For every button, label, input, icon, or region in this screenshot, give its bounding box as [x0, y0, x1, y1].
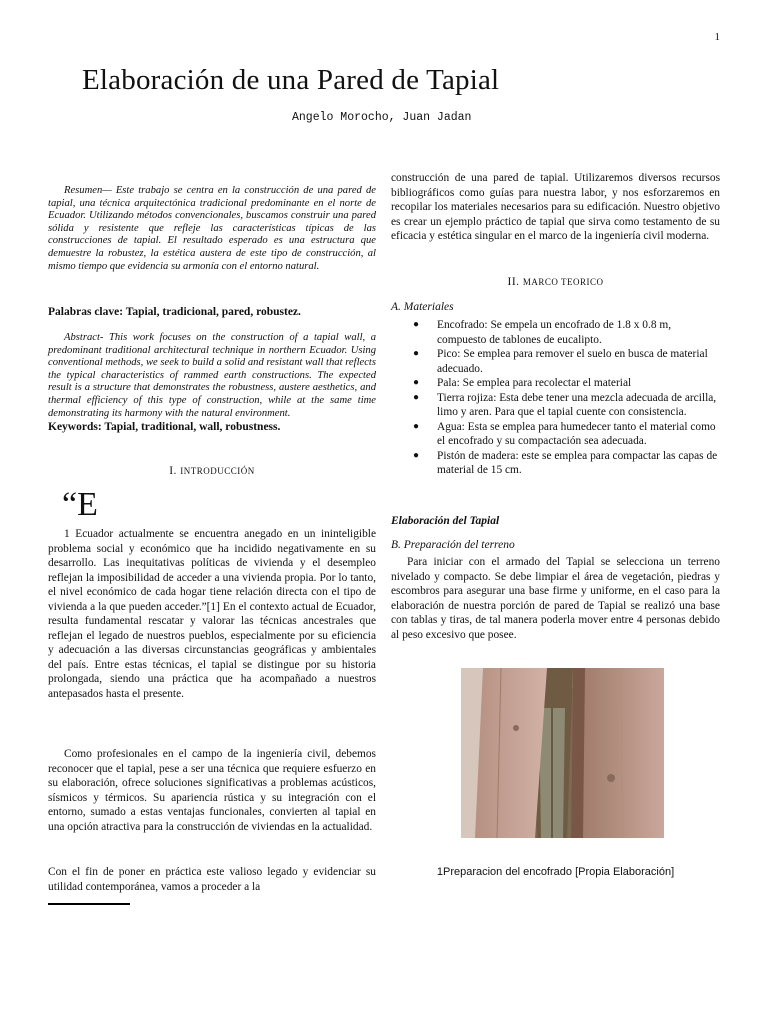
material-item [391, 420, 720, 449]
dropcap-text: “E [62, 486, 98, 523]
intro-para-2 [48, 747, 376, 834]
bullet-icon: ● [413, 377, 420, 388]
intro-para-1-text: 1 Ecuador actualmente se encuentra anegado en un ininteligible problema social y económico que ha incidido negativamente en su desarrollo. Las inequitativas políticas de vivienda y el desempleo reflejan la imposibilidad de acceder a una vivienda propia. Por lo tanto, el nivel económico de cada hogar tiene relación directa con el tipo de vivienda a la que pueden acceder.”[1] En el contexto actual de Ecuador, resulta fundamental rescatar y valorar las técnicas ancestrales que reflejan el legado de nuestros pueblos, especialmente por su eficiencia y adecuación a las diversas circunstancias geográficas y ambientales del país. Entre estas técnicas, el tapial se distingue por su historia prolongada, siendo una práctica que ha acompañado a nuestros antepasados hasta el presente. [48, 528, 376, 700]
footnote-rule [48, 903, 130, 905]
material-item-text: Pistón de madera: este se emplea para compactar las capas de material de 15 cm. [437, 449, 718, 476]
intro-para-2-text: Como profesionales en el campo de la ingeniería civil, debemos reconocer que el tapial, pese a ser una técnica que requiere esfuerzo en su elaboración, ofrece soluciones significativas a problemas acústicos, sísmicos y térmicos. Su apariencia rústica y su integración con el entorno, sumado a estas ventajas funcionales, convierten al tapial en una opción atractiva para la construcción de viviendas en la actualidad. [48, 748, 376, 833]
abstract-en-text: Abstract- This work focuses on the construction of a tapial wall, a predominant traditional architectural technique in northern Ecuador. Using conventional methods, we seek to build a solid and resistant wall that reflects the typical characteristics of rammed earth constructions. The expected result is a structure that demonstrates the robustness, austere aesthetics, and thermal efficiency of this type of construction, while at the same time demonstrating its harmony with the natural environment. [48, 332, 376, 419]
section2-numeral: II. [507, 276, 520, 288]
page-number: 1 [714, 31, 720, 43]
bullet-icon: ● [413, 420, 420, 432]
keywords-es-text: Palabras clave: Tapial, tradicional, pared, robustez. [48, 306, 301, 318]
elaboracion-heading [391, 514, 720, 529]
bullet-icon: ● [413, 449, 420, 461]
abstract-es [48, 185, 376, 273]
formwork-photo-drawing [461, 668, 664, 838]
material-item [391, 376, 720, 391]
section1-numeral: I. [169, 465, 177, 477]
material-item-text: Agua: Esta se emplea para humedecer tanto el material como el encofrado y su compactación sea adecuada. [437, 420, 716, 447]
intro-para-3-continued [391, 171, 720, 244]
elaboracion-title: Elaboración del Tapial [391, 515, 500, 527]
subsection-b-title: B. Preparación del terreno [391, 539, 515, 551]
material-item-text: Pico: Se emplea para remover el suelo en busca de material adecuado. [437, 348, 708, 375]
material-item-text: Encofrado: Se empela un encofrado de 1.8 x 0.8 m, compuesto de tablones de eucalipto. [437, 319, 672, 346]
preparacion-text: Para iniciar con el armado del Tapial se selecciona un terreno nivelado y compacto. Se debe limpiar el área de vegetación, piedras y escombros para asegurar una base firme y uniforme, en el caso para la elaboración de nuestra porción de pared de Tapial se realizó una base con tablas y tiras, de tal manera poderla mover entre 4 personas debido al peso excesivo que posee. [391, 556, 720, 641]
formwork-photo [461, 668, 664, 838]
section1-heading: INTRODUCCIÓN [180, 466, 255, 476]
intro-para-3-text: Con el fin de poner en práctica este valioso legado y evidenciar su utilidad contemporánea, vamos a proceder a la [48, 866, 376, 893]
subsection-materiales [391, 300, 720, 315]
bullet-icon: ● [413, 391, 420, 403]
bullet-icon: ● [413, 348, 420, 359]
subsection-preparacion [391, 538, 720, 553]
preparacion-paragraph [391, 555, 720, 642]
paper-title: Elaboración de una Pared de Tapial [82, 64, 500, 96]
keywords-es [48, 305, 376, 320]
material-item [391, 391, 720, 420]
authors: Angelo Morocho, Juan Jadan [292, 111, 472, 124]
intro-para-3 [48, 865, 376, 894]
figure-caption: 1Preparacion del encofrado [Propia Elaboración] [436, 866, 675, 878]
intro-para-1 [48, 527, 376, 701]
section-heading-marco-teorico [391, 275, 720, 290]
material-item [391, 347, 720, 376]
abstract-en [48, 332, 376, 435]
intro-para-3-cont-text: construcción de una pared de tapial. Utilizaremos diversos recursos bibliográficos como guías para nuestra labor, y nos esforzaremos en recopilar los materiales necesarios para su edificación. Nuestro objetivo es crear un ejemplo práctico de tapial que sirva como testamento de su eficacia y estética singular en el marco de la ingeniería civil moderna. [391, 172, 720, 242]
materials-bullet-list [391, 318, 720, 478]
material-item [391, 449, 720, 478]
materials-list [391, 318, 720, 478]
material-item-text: Pala: Se emplea para recolectar el material [437, 377, 632, 389]
section-heading-introduccion [48, 464, 376, 479]
material-item-text: Tierra rojiza: Esta debe tener una mezcla adecuada de arcilla, limo y aren. Para que el tapial cuente con consistencia. [437, 391, 717, 418]
material-item [391, 318, 720, 347]
abstract-es-text: Resumen— Este trabajo se centra en la construcción de una pared de tapial, una técnica arquitectónica tradicional predominante en el norte de Ecuador. Utilizando métodos convencionales, buscamos construir una pared sólida y resistente que refleje las características típicas de las construcciones de tapial. El resultado esperado es una estructura que demuestre la robustez, la estética austera de este tipo de construcción, al mismo tiempo que evidencia su armonía con el entorno natural. [48, 185, 376, 272]
subsection-a-title: A. Materiales [391, 301, 454, 313]
dropcap [48, 488, 376, 522]
keywords-en-text: Keywords: Tapial, traditional, wall, robustness. [48, 421, 281, 434]
bullet-icon: ● [413, 319, 420, 330]
section2-heading: MARCO TEORICO [522, 277, 604, 287]
